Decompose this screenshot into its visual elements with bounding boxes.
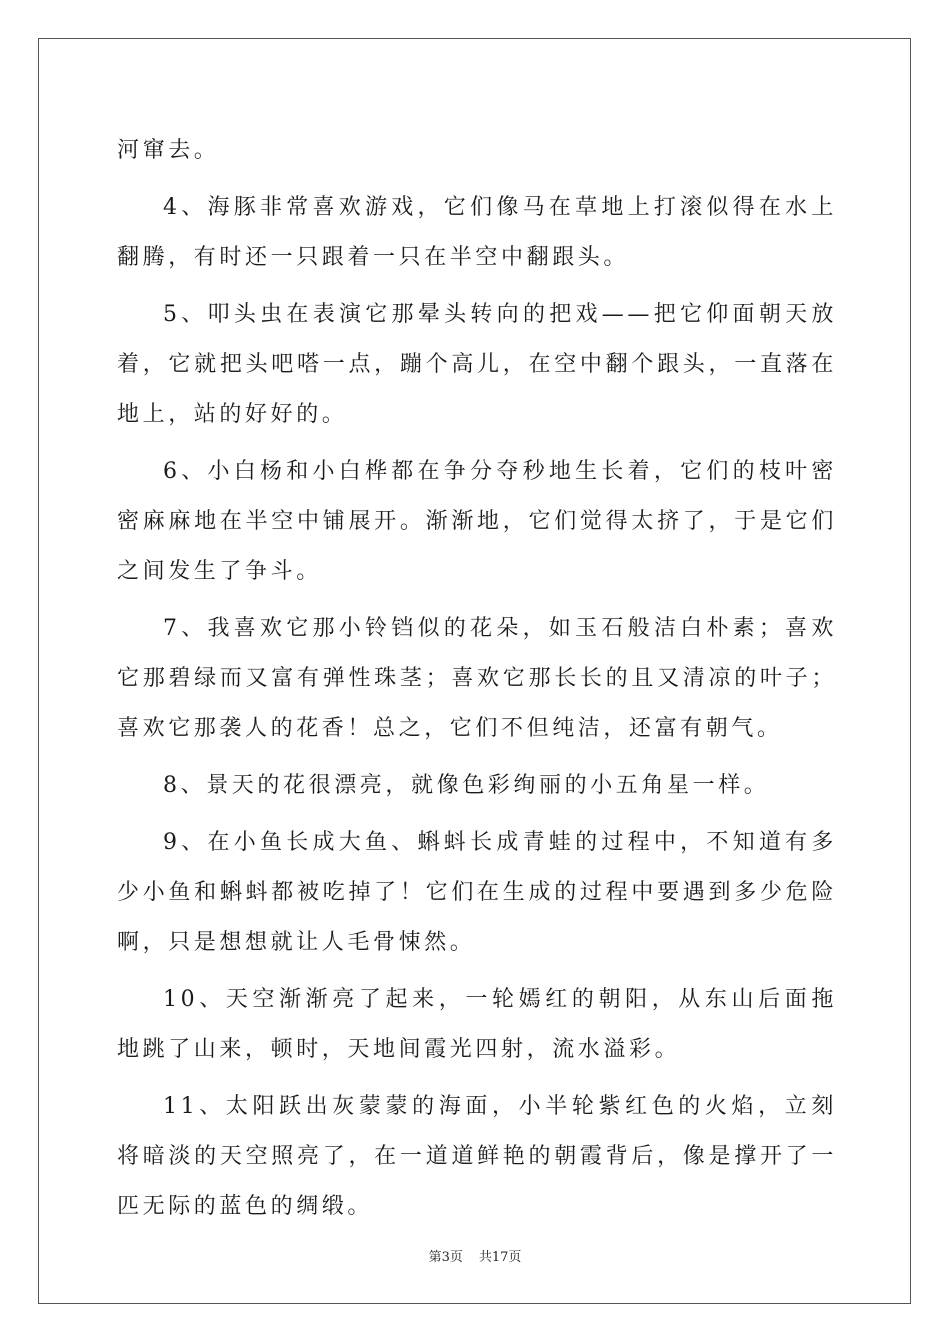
paragraph-item-8: 8、景天的花很漂亮，就像色彩绚丽的小五角星一样。 <box>163 773 770 798</box>
page-footer <box>0 1249 950 1267</box>
paragraph-continuation: 河窜去。 <box>117 138 220 163</box>
document-body <box>117 126 837 1239</box>
paragraph-item-4: 4、海豚非常喜欢游戏，它们像马在草地上打滚似得在水上翻腾，有时还一只跟着一只在半空中翻跟头。 <box>117 195 837 270</box>
paragraph-item-5: 5、叩头虫在表演它那晕头转向的把戏——把它仰面朝天放着，它就把头吧嗒一点，蹦个高儿，在空中翻个跟头，一直落在地上，站的好好的。 <box>117 302 837 427</box>
paragraph-item-9: 9、在小鱼长成大鱼、蝌蚪长成青蛙的过程中，不知道有多少小鱼和蝌蚪都被吃掉了！它们在生成的过程中要遇到多少危险啊，只是想想就让人毛骨悚然。 <box>117 830 837 955</box>
paragraph-item-7: 7、我喜欢它那小铃铛似的花朵，如玉石般洁白朴素；喜欢它那碧绿而又富有弹性珠茎；喜欢它那长长的且又清凉的叶子；喜欢它那袭人的花香！总之，它们不但纯洁，还富有朝气。 <box>117 616 837 741</box>
paragraph-item-6: 6、小白杨和小白桦都在争分夺秒地生长着，它们的枝叶密密麻麻地在半空中铺展开。渐渐地，它们觉得太挤了，于是它们之间发生了争斗。 <box>117 459 837 584</box>
paragraph-item-11: 11、太阳跃出灰蒙蒙的海面，小半轮紫红色的火焰，立刻将暗淡的天空照亮了，在一道道鲜艳的朝霞背后，像是撑开了一匹无际的蓝色的绸缎。 <box>117 1094 837 1219</box>
current-page-label: 第3页 <box>428 1250 463 1265</box>
total-pages-label: 共17页 <box>478 1250 522 1265</box>
paragraph-item-10: 10、天空渐渐亮了起来，一轮嫣红的朝阳，从东山后面拖地跳了山来，顿时，天地间霞光四射，流水溢彩。 <box>117 987 837 1062</box>
